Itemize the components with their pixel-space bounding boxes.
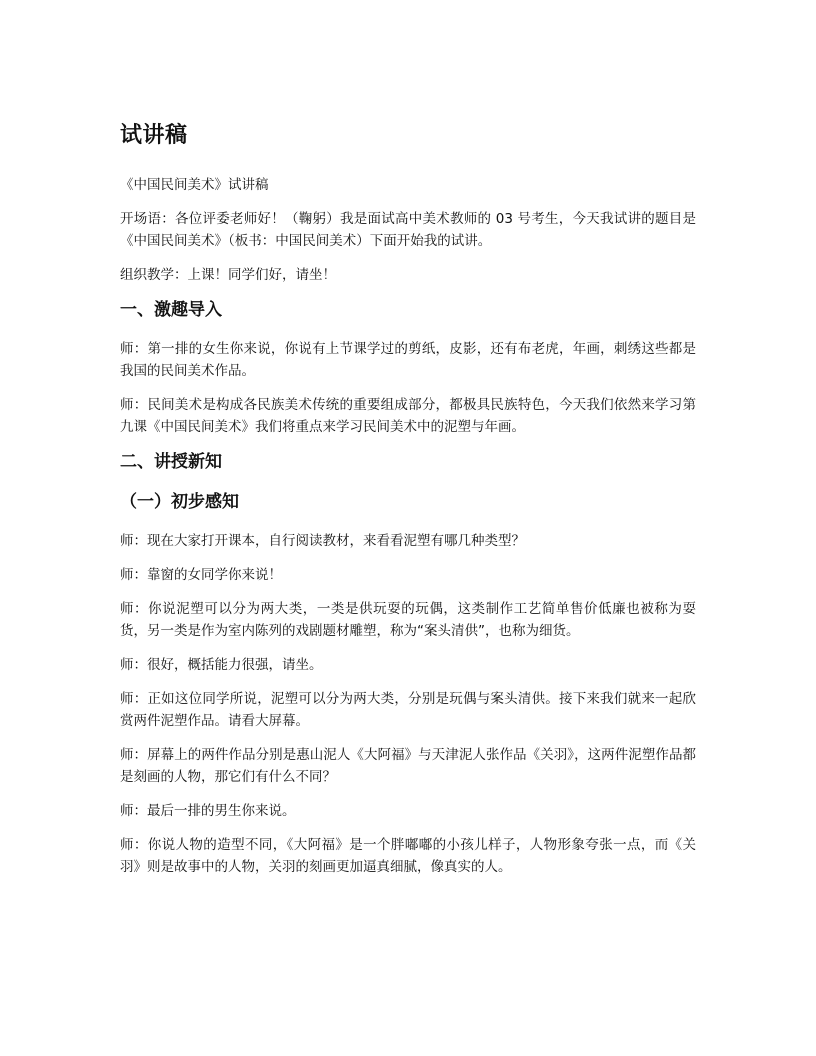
organize-paragraph: 组织教学：上课！同学们好，请坐！: [120, 267, 336, 283]
paragraph: 师：你说泥塑可以分为两大类，一类是供玩耍的玩偶，这类制作工艺简单售价低廉也被称为耍货，另一类是作为室内陈列的戏剧题材雕塑，称为“案头清供”，也称为细货。: [120, 601, 696, 639]
paragraph: 师：很好，概括能力很强，请坐。: [120, 657, 323, 673]
paragraph: 师：民间美术是构成各民族美术传统的重要组成部分，都极具民族特色，今天我们依然来学习第九课《中国民间美术》我们将重点来学习民间美术中的泥塑与年画。: [120, 397, 696, 435]
paragraph: 师：正如这位同学所说，泥塑可以分为两大类，分别是玩偶与案头清供。接下来我们就来一起欣赏两件泥塑作品。请看大屏幕。: [120, 691, 696, 729]
intro-paragraph: 开场语：各位评委老师好！（鞠躬）我是面试高中美术教师的 03 号考生，今天我试讲的题目是《中国民间美术》（板书：中国民间美术）下面开始我的试讲。: [120, 211, 696, 249]
paragraph: 师：最后一排的男生你来说。: [120, 803, 296, 819]
paragraph: 师：现在大家打开课本，自行阅读教材，来看看泥塑有哪几种类型？: [120, 533, 525, 549]
document-title: 试讲稿: [120, 123, 188, 148]
document-subtitle: 《中国民间美术》试讲稿: [120, 177, 269, 193]
subsection-heading-perception: （一）初步感知: [120, 492, 239, 512]
section-heading-import: 一、激趣导入: [120, 300, 222, 320]
paragraph: 师：屏幕上的两件作品分别是惠山泥人《大阿福》与天津泥人张作品《关羽》，这两件泥塑作品都是刻画的人物，那它们有什么不同？: [120, 747, 696, 785]
paragraph: 师：第一排的女生你来说，你说有上节课学过的剪纸，皮影，还有布老虎，年画，刺绣这些都是我国的民间美术作品。: [120, 341, 696, 379]
paragraph: 师：你说人物的造型不同，《大阿福》是一个胖嘟嘟的小孩儿样子，人物形象夸张一点，而《关羽》则是故事中的人物，关羽的刻画更加逼真细腻，像真实的人。: [120, 837, 696, 875]
section-heading-teaching: 二、讲授新知: [120, 452, 222, 472]
paragraph: 师：靠窗的女同学你来说！: [120, 567, 282, 583]
document-page: [120, 120, 696, 890]
